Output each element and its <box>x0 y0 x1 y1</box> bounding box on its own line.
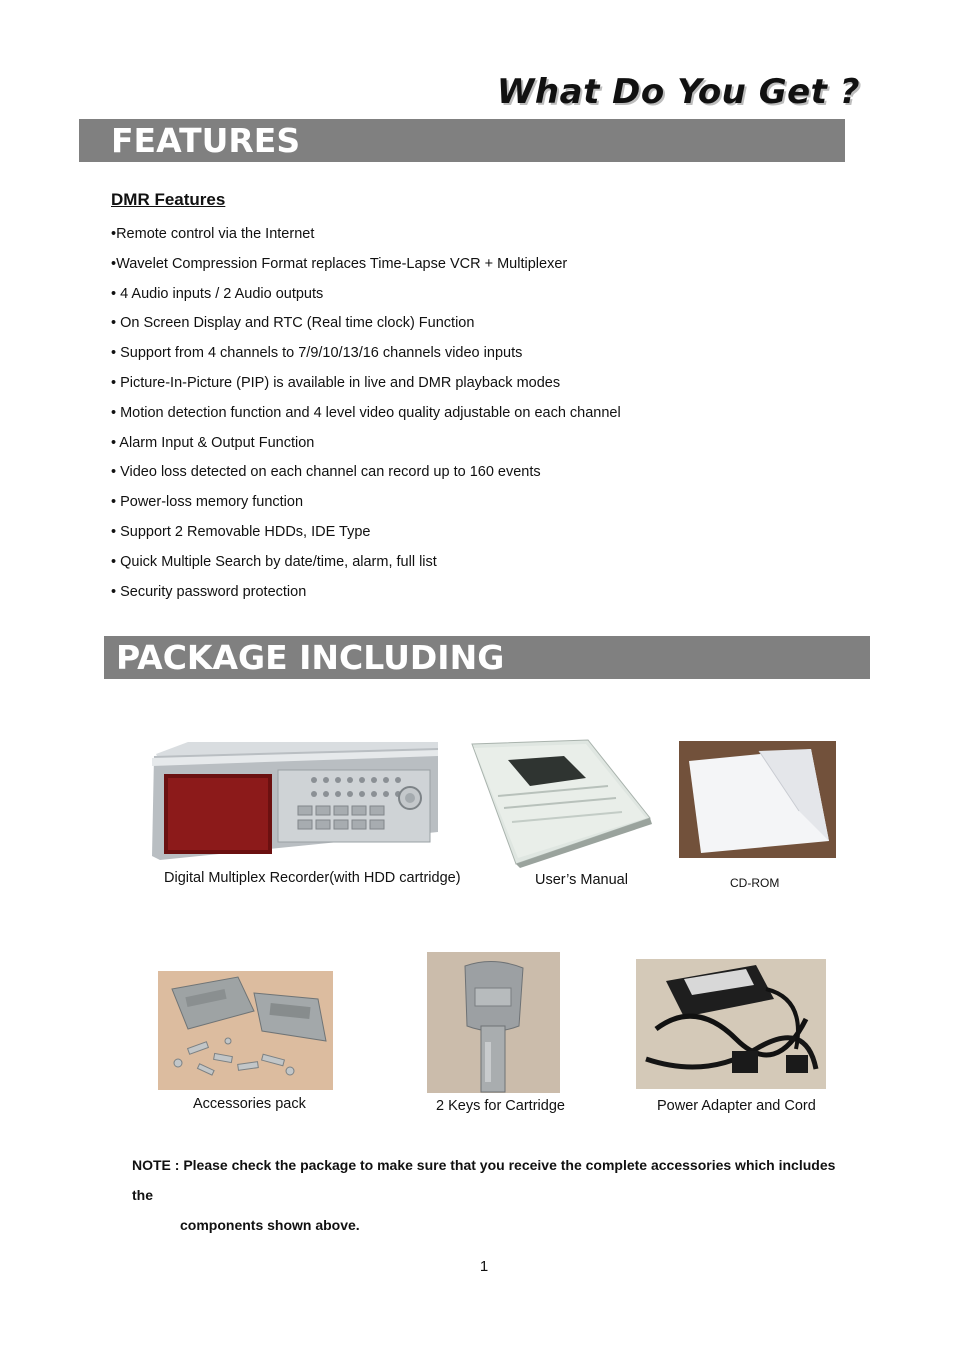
key-caption: 2 Keys for Cartridge <box>436 1098 565 1114</box>
recorder-caption: Digital Multiplex Recorder(with HDD cartridge) <box>164 870 461 886</box>
feature-item: • Support 2 Removable HDDs, IDE Type <box>111 523 371 540</box>
feature-item: • Support from 4 channels to 7/9/10/13/16 channels video inputs <box>111 345 523 362</box>
feature-item: • Picture-In-Picture (PIP) is available in live and DMR playback modes <box>111 374 561 391</box>
accessories-photo <box>158 971 333 1090</box>
cdrom-photo <box>679 741 836 858</box>
feature-item: • Power-loss memory function <box>111 494 304 511</box>
feature-item: • Alarm Input & Output Function <box>111 434 315 451</box>
power-adapter-photo <box>636 959 826 1089</box>
feature-item: • On Screen Display and RTC (Real time clock) Function <box>111 315 475 332</box>
feature-item: • 4 Audio inputs / 2 Audio outputs <box>111 285 324 302</box>
note-line-2: components shown above. <box>180 1217 360 1233</box>
features-heading: FEATURES <box>79 119 845 162</box>
manual-caption: User’s Manual <box>535 872 628 888</box>
page-number: 1 <box>479 1258 489 1275</box>
package-heading: PACKAGE INCLUDING <box>104 636 870 679</box>
recorder-photo <box>148 736 442 862</box>
feature-item: •Wavelet Compression Format replaces Time-Lapse VCR + Multiplexer <box>111 255 568 272</box>
accessories-caption: Accessories pack <box>193 1096 306 1112</box>
note-line-1: NOTE : Please check the package to make sure that you receive the complete accessories which includes the <box>132 1157 836 1203</box>
feature-item: • Video loss detected on each channel can record up to 160 events <box>111 464 541 481</box>
manual-photo <box>468 738 654 868</box>
package-note <box>132 1150 852 1240</box>
page-title: What Do You Get ? <box>496 72 860 112</box>
dmr-features-subheading: DMR Features <box>111 190 226 209</box>
power-adapter-caption: Power Adapter and Cord <box>657 1098 816 1114</box>
cdrom-caption: CD-ROM <box>730 876 780 890</box>
feature-item: • Security password protection <box>111 583 307 600</box>
key-photo <box>427 952 560 1093</box>
feature-item: •Remote control via the Internet <box>111 226 315 242</box>
feature-item: • Motion detection function and 4 level video quality adjustable on each channel <box>111 404 621 421</box>
feature-item: • Quick Multiple Search by date/time, alarm, full list <box>111 553 437 570</box>
feature-list <box>111 222 621 609</box>
